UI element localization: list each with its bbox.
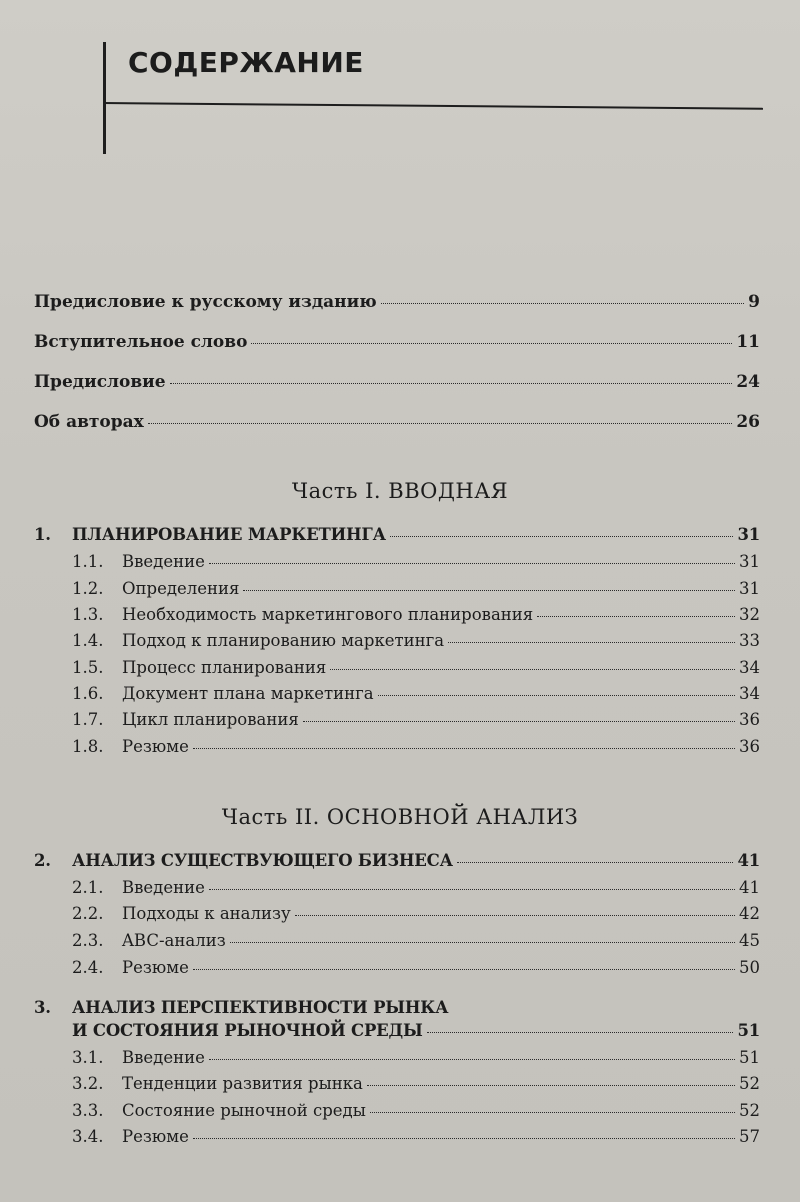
leader-dots — [230, 942, 735, 943]
leader-dots — [370, 1112, 735, 1113]
leader-dots — [381, 303, 744, 304]
toc-entry-front: Вступительное слово 11 — [34, 332, 760, 352]
toc-section: 1.8. Резюме 36 — [72, 737, 760, 756]
toc-section: 1.1. Введение 31 — [72, 552, 760, 571]
leader-dots — [427, 1032, 734, 1033]
toc-section: 1.6. Документ плана маркетинга 34 — [72, 684, 760, 703]
leader-dots — [209, 889, 735, 890]
toc-section: 2.3. ABC-анализ 45 — [72, 931, 760, 950]
leader-dots — [457, 862, 734, 863]
leader-dots — [251, 343, 732, 344]
leader-dots — [367, 1085, 735, 1086]
toc-section: 2.2. Подходы к анализу 42 — [72, 904, 760, 923]
toc-section: 1.3. Необходимость маркетингового планирования 32 — [72, 605, 760, 624]
toc-section: 3.3. Состояние рыночной среды 52 — [72, 1101, 760, 1120]
part-heading: Часть I. ВВОДНАЯ — [291, 479, 509, 503]
part-heading: Часть II. ОСНОВНОЙ АНАЛИЗ — [221, 805, 579, 829]
leader-dots — [193, 748, 735, 749]
leader-dots — [193, 1138, 735, 1139]
toc-section: 1.5. Процесс планирования 34 — [72, 658, 760, 677]
leader-dots — [537, 616, 735, 617]
leader-dots — [170, 383, 733, 384]
toc-chapter: 2. АНАЛИЗ СУЩЕСТВУЮЩЕГО БИЗНЕСА 41 — [34, 851, 760, 870]
toc-entry-front: Предисловие 24 — [34, 372, 760, 392]
toc-chapter: И СОСТОЯНИЯ РЫНОЧНОЙ СРЕДЫ 51 — [72, 1021, 760, 1040]
toc-section: 1.2. Определения 31 — [72, 579, 760, 598]
leader-dots — [303, 721, 735, 722]
heading-horizontal-rule — [103, 102, 763, 110]
leader-dots — [209, 1059, 735, 1060]
toc-entry-front: Об авторах 26 — [34, 412, 760, 432]
toc-section: 1.7. Цикл планирования 36 — [72, 710, 760, 729]
toc-chapter-title-line1: 3. АНАЛИЗ ПЕРСПЕКТИВНОСТИ РЫНКА — [34, 998, 449, 1017]
leader-dots — [295, 915, 735, 916]
toc-section: 3.4. Резюме 57 — [72, 1127, 760, 1146]
leader-dots — [209, 563, 735, 564]
toc-entry-front: Предисловие к русскому изданию 9 — [34, 292, 760, 312]
leader-dots — [390, 536, 734, 537]
leader-dots — [243, 590, 735, 591]
leader-dots — [193, 969, 735, 970]
toc-section: 2.4. Резюме 50 — [72, 958, 760, 977]
toc-section: 3.1. Введение 51 — [72, 1048, 760, 1067]
heading-vertical-rule — [103, 42, 106, 154]
page-title: СОДЕРЖАНИЕ — [128, 46, 364, 79]
toc-section: 1.4. Подход к планированию маркетинга 33 — [72, 631, 760, 650]
toc-chapter: 1. ПЛАНИРОВАНИЕ МАРКЕТИНГА 31 — [34, 525, 760, 544]
toc-section: 3.2. Тенденции развития рынка 52 — [72, 1074, 760, 1093]
leader-dots — [378, 695, 735, 696]
leader-dots — [448, 642, 735, 643]
leader-dots — [330, 669, 735, 670]
toc-section: 2.1. Введение 41 — [72, 878, 760, 897]
leader-dots — [148, 423, 733, 424]
